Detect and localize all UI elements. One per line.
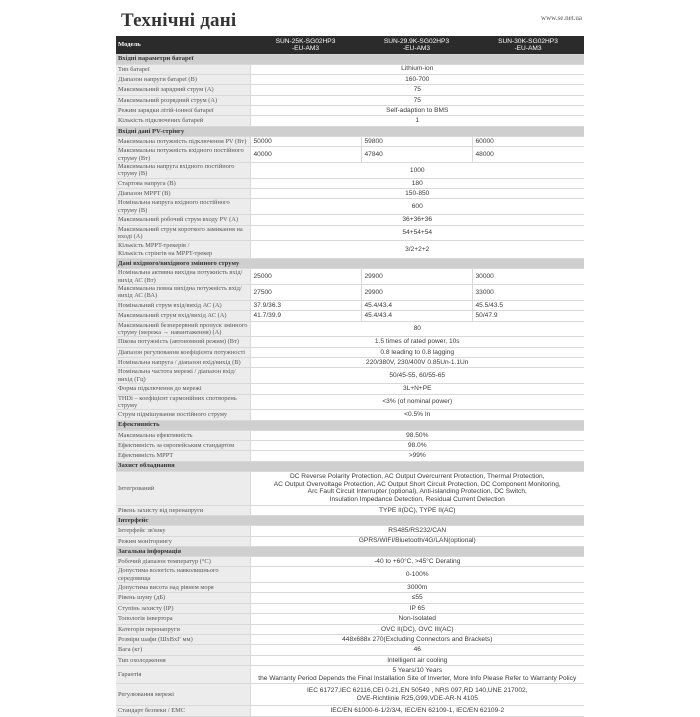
spec-value: IEC 61727,IEC 62116,CEI 0-21,EN 50549 , NRS 097,RD 140,UNE 217002, OVE-Richtlinie R25,G99,VDE-AR-N 4105 <box>250 684 584 706</box>
spec-row <box>116 64 584 74</box>
spec-label: Максимальна напруга вхідного постійного струму (В) <box>116 162 250 178</box>
model-label: Модель <box>116 36 250 54</box>
spec-label: Ефективність MPPT <box>116 451 250 461</box>
model-name: SUN-29.9K-SG02HP3 -EU-AM3 <box>361 36 472 54</box>
spec-row <box>116 430 584 440</box>
spec-label: Ефективність за європейським стандартом <box>116 441 250 451</box>
spec-label: Тип батареї <box>116 64 250 74</box>
spec-label: Максимальний струм короткого замикання на вході (А) <box>116 225 250 241</box>
spec-value: 1 <box>250 116 584 126</box>
spec-value: >99% <box>250 451 584 461</box>
model-name: SUN-30K-SG02HP3 -EU-AM3 <box>472 36 584 54</box>
section-title: Дані вхідного/вихідного змінного струму <box>116 259 250 269</box>
spec-value: 220/380V, 230/400V 0.85Un-1.1Un <box>250 358 584 368</box>
spec-value: Self-adaption to BMS <box>250 106 584 116</box>
spec-row <box>116 189 584 199</box>
spec-value: 0-100% <box>250 567 584 583</box>
spec-row <box>116 147 584 163</box>
spec-label: Інтегрований <box>116 471 250 505</box>
spec-value: 29900 <box>361 269 472 285</box>
spec-label: Максимальна ефективність <box>116 430 250 440</box>
spec-value: 3L+N+PE <box>250 384 584 394</box>
spec-row <box>116 593 584 603</box>
spec-label: THDi – коефіцієнт гармонійних спотворень струму <box>116 394 250 410</box>
spec-label: Діапазон регулювання коефіцієнта потужності <box>116 347 250 357</box>
page-title: Технічні дані <box>121 10 237 31</box>
spec-row <box>116 505 584 515</box>
spec-value: 46 <box>250 645 584 655</box>
spec-label: Максимальна потужність підключення PV (Вт) <box>116 136 250 146</box>
spec-label: Рівень захисту від перенапруги <box>116 505 250 515</box>
spec-row <box>116 85 584 95</box>
section-header <box>116 420 584 430</box>
spec-row <box>116 241 584 259</box>
spec-row <box>116 106 584 116</box>
spec-label: Стартова напруга (В) <box>116 178 250 188</box>
spec-label: Максимальна потужність вхідного постійного струму (Вт) <box>116 147 250 163</box>
spec-value: 47840 <box>361 147 472 163</box>
spec-label: Тип охолодження <box>116 655 250 665</box>
spec-table <box>116 36 584 717</box>
section-header <box>116 516 584 526</box>
section-fill <box>250 126 584 136</box>
spec-row <box>116 225 584 241</box>
spec-label: Режим зарядки літій-іонної батареї <box>116 106 250 116</box>
spec-row <box>116 199 584 215</box>
spec-row <box>116 471 584 505</box>
spec-value: IEC/EN 61000-6-1/2/3/4, IEC/EN 62109-1, IEC/EN 62109-2 <box>250 706 584 716</box>
website-url: www.se.net.ua <box>541 14 582 22</box>
spec-value: 54+54+54 <box>250 225 584 241</box>
spec-value: 98.50% <box>250 430 584 440</box>
spec-row <box>116 368 584 384</box>
spec-row <box>116 337 584 347</box>
spec-value: 29900 <box>361 285 472 301</box>
model-header-row <box>116 36 584 54</box>
spec-row <box>116 526 584 536</box>
spec-row <box>116 567 584 583</box>
spec-row <box>116 95 584 105</box>
spec-label: Діапазон напруги батареї (В) <box>116 74 250 84</box>
spec-row <box>116 583 584 593</box>
spec-row <box>116 441 584 451</box>
spec-label: Гарантія <box>116 666 250 684</box>
spec-value: 180 <box>250 178 584 188</box>
spec-label: Допустима вологість навколишнього середовища <box>116 567 250 583</box>
spec-value: TYPE II(DC), TYPE II(AC) <box>250 505 584 515</box>
spec-value: 40000 <box>250 147 361 163</box>
spec-row <box>116 655 584 665</box>
spec-row <box>116 635 584 645</box>
spec-value: 0.8 leading to 0.8 lagging <box>250 347 584 357</box>
spec-row <box>116 311 584 321</box>
spec-value: 45.4/43.4 <box>361 300 472 310</box>
spec-value: 3000m <box>250 583 584 593</box>
spec-row <box>116 116 584 126</box>
section-header <box>116 461 584 471</box>
spec-row <box>116 410 584 420</box>
spec-label: Ступінь захисту (IP) <box>116 603 250 613</box>
spec-label: Стандарт безпеки / EMC <box>116 706 250 716</box>
spec-row <box>116 384 584 394</box>
spec-row <box>116 624 584 634</box>
section-header <box>116 54 584 64</box>
section-fill <box>250 516 584 526</box>
spec-row <box>116 536 584 546</box>
spec-value: -40 to +60°C, >45°C Derating <box>250 556 584 566</box>
spec-label: Номінальна активна вихідна потужність вхід/вихід АС (Вт) <box>116 269 250 285</box>
spec-label: Пікова потужність (автономний режим) (Вт) <box>116 337 250 347</box>
spec-value: 59800 <box>361 136 472 146</box>
spec-label: Струм підмішування постійного струму <box>116 410 250 420</box>
spec-label: Максимальний зарядний струм (А) <box>116 85 250 95</box>
spec-label: Номінальна напруга / діапазон вхід/вихід (В) <box>116 358 250 368</box>
model-name: SUN-25K-SG02HP3 -EU-AM3 <box>250 36 361 54</box>
spec-value: 80 <box>250 321 584 337</box>
spec-value: Lithium-ion <box>250 64 584 74</box>
spec-label: Максимальний струм вхід/вихід АС (А) <box>116 311 250 321</box>
spec-row <box>116 394 584 410</box>
spec-value: 27500 <box>250 285 361 301</box>
spec-row <box>116 300 584 310</box>
spec-value: 75 <box>250 85 584 95</box>
section-title: Захист обладнання <box>116 461 250 471</box>
spec-value: 50/45-55, 60/55-65 <box>250 368 584 384</box>
spec-row <box>116 556 584 566</box>
spec-label: Допустима висота над рівнем моря <box>116 583 250 593</box>
spec-label: Режим моніторингу <box>116 536 250 546</box>
spec-label: Максимальний робочий струм входу PV (А) <box>116 215 250 225</box>
spec-row <box>116 269 584 285</box>
spec-value: 1.5 times of rated power, 10s <box>250 337 584 347</box>
page-header <box>0 0 700 36</box>
spec-label: Топологія інвертора <box>116 614 250 624</box>
spec-label: Діапазон MPPT (В) <box>116 189 250 199</box>
spec-value: DC Reverse Polarity Protection, AC Output Overcurrent Protection, Thermal Protection, AC Output Overvoltage Protection, AC Output Short Circuit Protection, DC Component Monitoring, Arc Fault Circuit Interrupter (optional), Anti-islanding Protection, DC Switch, Insulation Impedance Detection, Residual Current Detection <box>250 471 584 505</box>
spec-value: 33000 <box>472 285 584 301</box>
spec-row <box>116 321 584 337</box>
spec-value: IP 65 <box>250 603 584 613</box>
spec-row <box>116 136 584 146</box>
spec-row <box>116 347 584 357</box>
spec-label: Номінальна частота мережі / діапазон вхід/вихід (Гц) <box>116 368 250 384</box>
spec-row <box>116 666 584 684</box>
spec-label: Максимальний безперервний пропуск змінного струму (мережа → навантаження) (А) <box>116 321 250 337</box>
section-title: Загальна інформація <box>116 546 250 556</box>
spec-value: 600 <box>250 199 584 215</box>
spec-row <box>116 645 584 655</box>
spec-value: 30000 <box>472 269 584 285</box>
spec-label: Номінальна напруга вхідного постійного струму (В) <box>116 199 250 215</box>
spec-value: RS485/RS232/CAN <box>250 526 584 536</box>
spec-value: 98.0% <box>250 441 584 451</box>
section-title: Вхідні дані PV-стрінгу <box>116 126 250 136</box>
spec-label: Кількість MPPT-трекерів / Кількість стрінгів на MPPT-трекер <box>116 241 250 259</box>
spec-value: Intelligent air cooling <box>250 655 584 665</box>
spec-value: 25000 <box>250 269 361 285</box>
spec-value: 1000 <box>250 162 584 178</box>
spec-row <box>116 614 584 624</box>
spec-value: 3/2+2+2 <box>250 241 584 259</box>
spec-row <box>116 684 584 706</box>
spec-value: ≤55 <box>250 593 584 603</box>
spec-label: Робочий діапазон температур (°С) <box>116 556 250 566</box>
spec-value: 36+36+36 <box>250 215 584 225</box>
spec-value: 160-700 <box>250 74 584 84</box>
section-header <box>116 259 584 269</box>
spec-value: 41.7/39.9 <box>250 311 361 321</box>
spec-row <box>116 451 584 461</box>
spec-label: Рівень шуму (дБ) <box>116 593 250 603</box>
spec-value: OVC II(DC), OVC III(AC) <box>250 624 584 634</box>
spec-row <box>116 603 584 613</box>
spec-row <box>116 706 584 716</box>
spec-value: 150-850 <box>250 189 584 199</box>
spec-value: GPRS/WIFI/Bluetooth/4G/LAN(optional) <box>250 536 584 546</box>
spec-sheet <box>116 36 584 717</box>
spec-value: 5 Years/10 Years the Warranty Period Depends the Final Installation Site of Inverter, More Info Please Refer to Warranty Policy <box>250 666 584 684</box>
spec-value: 448x688x 270(Excluding Connectors and Brackets) <box>250 635 584 645</box>
spec-label: Номінальний струм вхід/вихід АС (А) <box>116 300 250 310</box>
spec-value: 75 <box>250 95 584 105</box>
section-title: Вхідні параметри батареї <box>116 54 250 64</box>
spec-row <box>116 162 584 178</box>
spec-row <box>116 74 584 84</box>
spec-value: 60000 <box>472 136 584 146</box>
section-title: Інтерфейс <box>116 516 250 526</box>
spec-label: Вага (кг) <box>116 645 250 655</box>
section-header <box>116 126 584 136</box>
spec-value: 45.4/43.4 <box>361 311 472 321</box>
spec-value: 50/47.9 <box>472 311 584 321</box>
spec-value: 37.9/36.3 <box>250 300 361 310</box>
spec-label: Інтерфейс зв'язку <box>116 526 250 536</box>
spec-label: Форма підключення до мережі <box>116 384 250 394</box>
spec-label: Розміри шафи (ШxВxГ мм) <box>116 635 250 645</box>
spec-value: 48000 <box>472 147 584 163</box>
section-title: Ефективність <box>116 420 250 430</box>
section-fill <box>250 546 584 556</box>
spec-value: Non-Isolated <box>250 614 584 624</box>
spec-value: 50000 <box>250 136 361 146</box>
section-fill <box>250 420 584 430</box>
spec-row <box>116 358 584 368</box>
section-fill <box>250 54 584 64</box>
spec-value: 45.5/43.5 <box>472 300 584 310</box>
spec-label: Кількість підключених батарей <box>116 116 250 126</box>
spec-label: Максимальний розрядний струм (А) <box>116 95 250 105</box>
spec-value: <3% (of nominal power) <box>250 394 584 410</box>
spec-row <box>116 178 584 188</box>
spec-value: <0.5% In <box>250 410 584 420</box>
spec-label: Регулювання мережі <box>116 684 250 706</box>
spec-row <box>116 215 584 225</box>
section-fill <box>250 461 584 471</box>
section-header <box>116 546 584 556</box>
spec-label: Максимальна повна вихідна потужність вхід/вихід АС (ВА) <box>116 285 250 301</box>
section-fill <box>250 259 584 269</box>
spec-row <box>116 285 584 301</box>
spec-label: Категорія перенапруги <box>116 624 250 634</box>
